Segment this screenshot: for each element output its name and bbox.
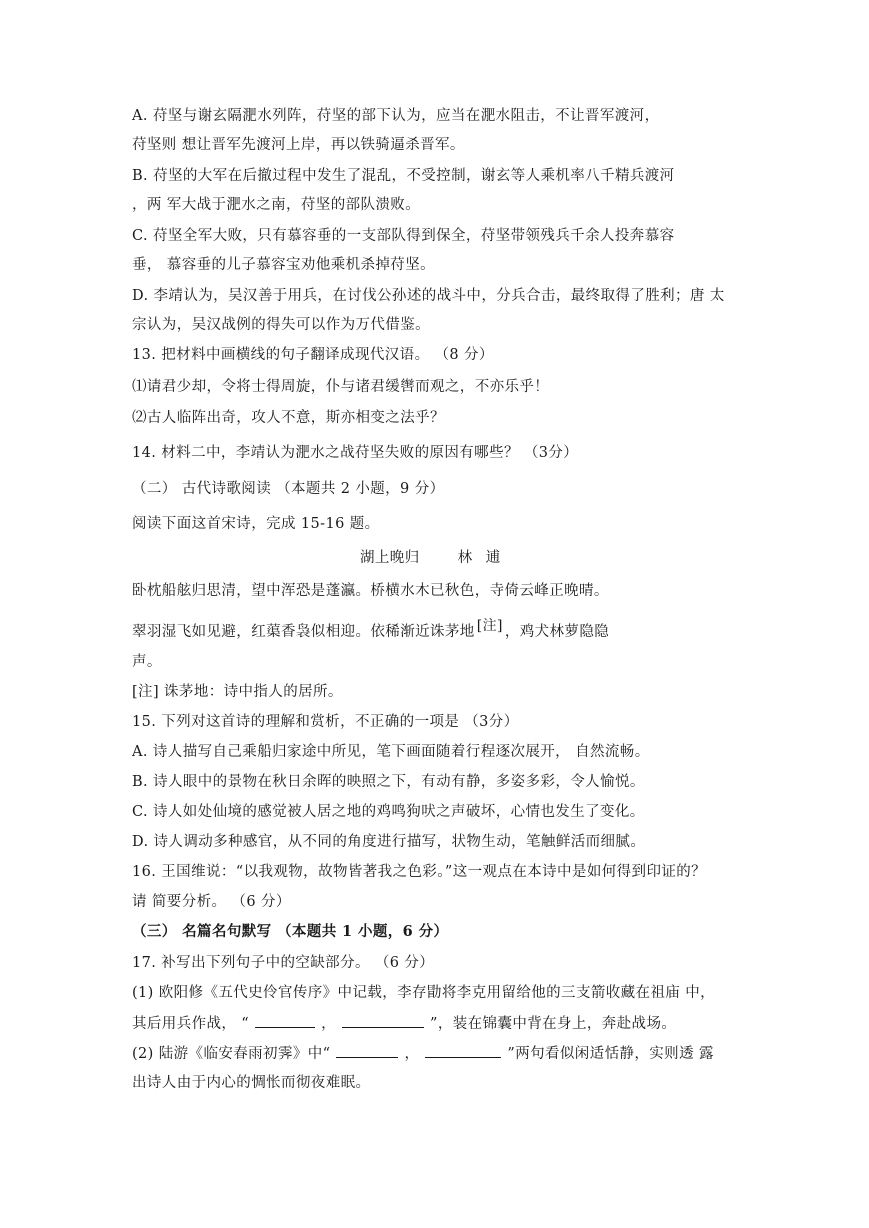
question-15-option-b: B. 诗人眼中的景物在秋日余晖的映照之下，有动有静，多姿多彩，令人愉悦。: [132, 774, 645, 790]
poem-title: 湖上晚归: [360, 550, 420, 566]
q17-p1-comma: ，: [321, 1016, 337, 1032]
option-a-line-1: A. 苻坚与谢玄隔淝水列阵，苻坚的部下认为，应当在淝水阻击，不让晋军渡河，: [132, 108, 660, 124]
section-2-heading: （二） 古代诗歌阅读 （本题共 2 小题，9 分）: [132, 481, 445, 497]
question-17-stem: 17. 补写出下列句子中的空缺部分。 （6 分）: [132, 955, 435, 971]
q17-p1-text-a: 其后用兵作战， “: [132, 1016, 250, 1032]
question-13-sentence-1: ⑴请君少却，令将士得周旋，仆与诸君缓辔而观之，不亦乐乎！: [132, 379, 550, 395]
footnote-marker: [注]: [476, 618, 503, 634]
answer-blank-1[interactable]: [255, 1013, 315, 1028]
poem-line-2-wrap: 声。: [132, 654, 162, 670]
q17-p1-text-c: ”，装在锦囊中背在身上，奔赴战场。: [430, 1016, 677, 1032]
option-c-line-1: C. 苻坚全军大败，只有慕容垂的一支部队得到保全，苻坚带领残兵千余人投奔慕容: [132, 228, 675, 244]
poem-title-line: [360, 548, 514, 568]
question-13-sentence-2: ⑵古人临阵出奇，攻人不意，斯亦相变之法乎？: [132, 410, 445, 426]
question-17-part-1-line-2: [132, 1013, 676, 1034]
answer-blank-4[interactable]: [425, 1043, 501, 1058]
section-3-heading: （三） 名篇名句默写 （本题共 1 小题，6 分）: [132, 923, 449, 940]
question-16-line-2: 请 简要分析。 （6 分）: [132, 894, 291, 910]
poem-author: [458, 550, 514, 566]
q17-p2-text-a: (2) 陆游《临安春雨初霁》中“: [132, 1046, 331, 1062]
q17-p2-text-c: ”两句看似闲适恬静，实则透 露: [507, 1046, 714, 1062]
section-2-intro: 阅读下面这首宋诗，完成 15-16 题。: [132, 516, 380, 532]
poem-footnote: [注] 诛茅地：诗中指人的居所。: [132, 684, 343, 700]
option-d-line-2: 宗认为，吴汉战例的得失可以作为万代借鉴。: [132, 317, 430, 333]
option-c-line-2: 垂， 慕容垂的儿子慕容宝劝他乘机杀掉苻坚。: [132, 257, 436, 273]
question-17-part-2-line-1: [132, 1043, 714, 1064]
question-17-part-2-line-2: 出诗人由于内心的惆怅而彻夜难眠。: [132, 1075, 371, 1091]
q17-p2-comma: ，: [404, 1046, 420, 1062]
question-14: 14. 材料二中，李靖认为淝水之战苻坚失败的原因有哪些？ （3分）: [132, 445, 579, 461]
answer-blank-2[interactable]: [342, 1013, 424, 1028]
option-b-line-1: B. 苻坚的大军在后撤过程中发生了混乱，不受控制，谢玄等人乘机率八千精兵渡河: [132, 168, 675, 184]
question-15-stem: 15. 下列对这首诗的理解和赏析，不正确的一项是 （3分）: [132, 714, 519, 730]
question-15-option-d: D. 诗人调动多种感官，从不同的角度进行描写，状物生动，笔触鲜活而细腻。: [132, 834, 646, 850]
question-15-option-c: C. 诗人如处仙境的感觉被人居之地的鸡鸣狗吠之声破坏，心情也发生了变化。: [132, 804, 645, 820]
poem-line-2-text: 翠羽湿飞如见避，红蕖香袅似相迎。依稀渐近诛茅地: [132, 624, 475, 640]
option-b-line-2: ，两 军大战于淝水之南，苻坚的部队溃败。: [132, 197, 421, 213]
question-13-stem: 13. 把材料中画横线的句子翻译成现代汉语。 （8 分）: [132, 347, 494, 363]
answer-blank-3[interactable]: [336, 1043, 398, 1058]
option-a-line-2: 苻坚则 想让晋军先渡河上岸，再以铁骑逼杀晋军。: [132, 137, 465, 153]
question-15-option-a: A. 诗人描写自己乘船归家途中所见，笔下画面随着行程逐次展开， 自然流畅。: [132, 744, 650, 760]
question-17-part-1-line-1: (1) 欧阳修《五代史伶官传序》中记载，李存勖将李克用留给他的三支箭收藏在祖庙 中，: [132, 985, 716, 1001]
poem-line-2: [132, 618, 610, 642]
option-d-line-1: D. 李靖认为，吴汉善于用兵，在讨伐公孙述的战斗中，分兵合击，最终取得了胜利；唐 太: [132, 288, 725, 304]
poem-line-1: 卧枕船舷归思清，望中浑恐是蓬瀛。桥横水木已秋色，寺倚云峰正晚晴。: [132, 583, 609, 599]
poem-line-2-tail: ，鸡犬林萝隐隐: [504, 624, 610, 640]
question-16-line-1: 16. 王国维说：“以我观物，故物皆著我之色彩。”这一观点在本诗中是如何得到印证的？: [132, 864, 707, 880]
author-char-2: 逋: [485, 550, 501, 566]
author-char-1: 林: [457, 550, 473, 566]
